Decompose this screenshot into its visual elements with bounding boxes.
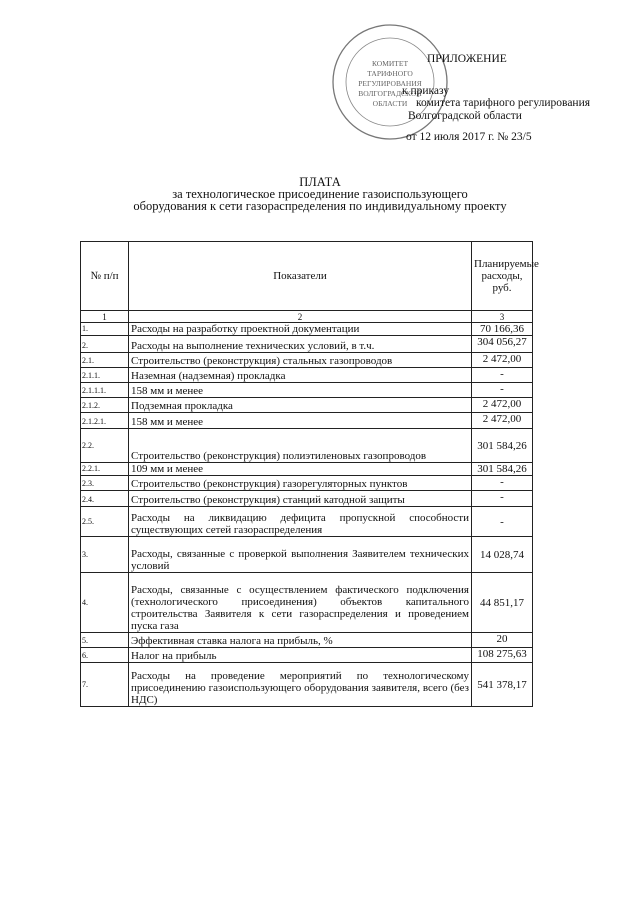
column-number-3: 3 bbox=[472, 311, 533, 323]
row-label: Расходы на разработку проектной документации bbox=[129, 323, 472, 336]
row-number: 2.2. bbox=[81, 429, 129, 463]
appendix-committee: комитета тарифного регулирования bbox=[416, 97, 591, 109]
row-label: 158 мм и менее bbox=[129, 383, 472, 398]
row-value: - bbox=[472, 476, 533, 491]
seal-line-1: КОМИТЕТ bbox=[371, 59, 409, 68]
table-row bbox=[81, 633, 533, 648]
table-row bbox=[81, 336, 533, 353]
row-value: 14 028,74 bbox=[472, 537, 533, 573]
table-row bbox=[81, 429, 533, 463]
table-row bbox=[81, 368, 533, 383]
row-number: 4. bbox=[81, 573, 129, 633]
row-label: Наземная (надземная) прокладка bbox=[129, 368, 472, 383]
title-line-3: оборудования к сети газораспределения по индивидуальному проекту bbox=[133, 199, 507, 213]
row-number: 2.5. bbox=[81, 507, 129, 537]
table-row bbox=[81, 648, 533, 663]
row-value: - bbox=[472, 507, 533, 537]
fee-table bbox=[80, 241, 539, 707]
seal-line-2: ТАРИФНОГО bbox=[367, 69, 413, 78]
row-label: Расходы на ликвидацию дефицита пропускной способности существующих сетей газораспределения bbox=[129, 507, 472, 537]
row-label: Строительство (реконструкция) стальных газопроводов bbox=[129, 353, 472, 368]
row-number: 7. bbox=[81, 663, 129, 707]
row-number: 2.1.1. bbox=[81, 368, 129, 383]
seal-line-4: ВОЛГОГРАДСКОЙ bbox=[358, 89, 422, 98]
table-header-row bbox=[81, 242, 533, 311]
row-label: Строительство (реконструкция) полиэтиленовых газопроводов bbox=[129, 429, 472, 463]
row-value: - bbox=[472, 383, 533, 398]
row-number: 2.1.2. bbox=[81, 398, 129, 413]
row-number: 2.1.2.1. bbox=[81, 413, 129, 429]
row-value: 2 472,00 bbox=[472, 353, 533, 368]
row-value: 2 472,00 bbox=[472, 413, 533, 429]
document-header bbox=[0, 0, 640, 160]
table-row bbox=[81, 663, 533, 707]
table-row bbox=[81, 383, 533, 398]
seal-line-5: ОБЛАСТИ bbox=[372, 99, 408, 108]
appendix-date: от 12 июля 2017 г. № 23/5 bbox=[406, 131, 532, 143]
row-number: 2.1.1.1. bbox=[81, 383, 129, 398]
row-value: 304 056,27 bbox=[472, 336, 533, 353]
row-number: 1. bbox=[81, 323, 129, 336]
row-number: 2.3. bbox=[81, 476, 129, 491]
appendix-title: ПРИЛОЖЕНИЕ bbox=[427, 53, 507, 65]
official-seal bbox=[330, 22, 450, 142]
table-row bbox=[81, 476, 533, 491]
row-value: 108 275,63 bbox=[472, 648, 533, 663]
row-value: 20 bbox=[472, 633, 533, 648]
row-number: 2. bbox=[81, 336, 129, 353]
row-number: 5. bbox=[81, 633, 129, 648]
title-line-2: за технологическое присоединение газоиспользующего bbox=[172, 187, 468, 201]
table-row bbox=[81, 413, 533, 429]
row-number: 2.2.1. bbox=[81, 463, 129, 476]
table-row bbox=[81, 537, 533, 573]
row-label: Строительство (реконструкция) газорегуляторных пунктов bbox=[129, 476, 472, 491]
header-number: № п/п bbox=[81, 242, 129, 311]
row-number: 3. bbox=[81, 537, 129, 573]
table-row bbox=[81, 507, 533, 537]
row-label: Расходы, связанные с осуществлением фактического подключения (технологического присоединения) объектов капитального строительства Заявителя к сети газораспределения и проведением пуска газа bbox=[129, 573, 472, 633]
row-number: 2.1. bbox=[81, 353, 129, 368]
column-number-1: 1 bbox=[81, 311, 129, 323]
appendix-region: Волгоградской области bbox=[408, 110, 522, 122]
row-label: Строительство (реконструкция) станций катодной защиты bbox=[129, 491, 472, 507]
title-line-1: ПЛАТА bbox=[299, 175, 341, 189]
table-row bbox=[81, 353, 533, 368]
row-value: 301 584,26 bbox=[472, 463, 533, 476]
table-column-numbers bbox=[81, 311, 533, 323]
row-label: Расходы на проведение мероприятий по технологическому присоединению газоиспользующего оборудования заявителя, всего (без НДС) bbox=[129, 663, 472, 707]
seal-line-3: РЕГУЛИРОВАНИЯ bbox=[358, 79, 422, 88]
row-value: 2 472,00 bbox=[472, 398, 533, 413]
row-label: Расходы на выполнение технических условий, в т.ч. bbox=[129, 336, 472, 353]
row-label: Налог на прибыль bbox=[129, 648, 472, 663]
header-indicator: Показатели bbox=[129, 242, 472, 311]
row-value: - bbox=[472, 368, 533, 383]
table-row bbox=[81, 573, 533, 633]
table-row bbox=[81, 491, 533, 507]
row-number: 6. bbox=[81, 648, 129, 663]
table-row bbox=[81, 323, 533, 336]
appendix-order: к приказу bbox=[402, 85, 450, 97]
row-label: Эффективная ставка налога на прибыль, % bbox=[129, 633, 472, 648]
column-number-2: 2 bbox=[129, 311, 472, 323]
row-value: - bbox=[472, 491, 533, 507]
row-label: 109 мм и менее bbox=[129, 463, 472, 476]
row-label: Подземная прокладка bbox=[129, 398, 472, 413]
row-value: 44 851,17 bbox=[472, 573, 533, 633]
row-label: 158 мм и менее bbox=[129, 413, 472, 429]
row-value: 301 584,26 bbox=[472, 429, 533, 463]
row-value: 70 166,36 bbox=[472, 323, 533, 336]
row-label: Расходы, связанные с проверкой выполнения Заявителем технических условий bbox=[129, 537, 472, 573]
table-row bbox=[81, 398, 533, 413]
header-cost: Планируемые расходы, руб. bbox=[472, 242, 533, 311]
document-title bbox=[0, 176, 640, 212]
row-number: 2.4. bbox=[81, 491, 129, 507]
row-value: 541 378,17 bbox=[472, 663, 533, 707]
table-row bbox=[81, 463, 533, 476]
